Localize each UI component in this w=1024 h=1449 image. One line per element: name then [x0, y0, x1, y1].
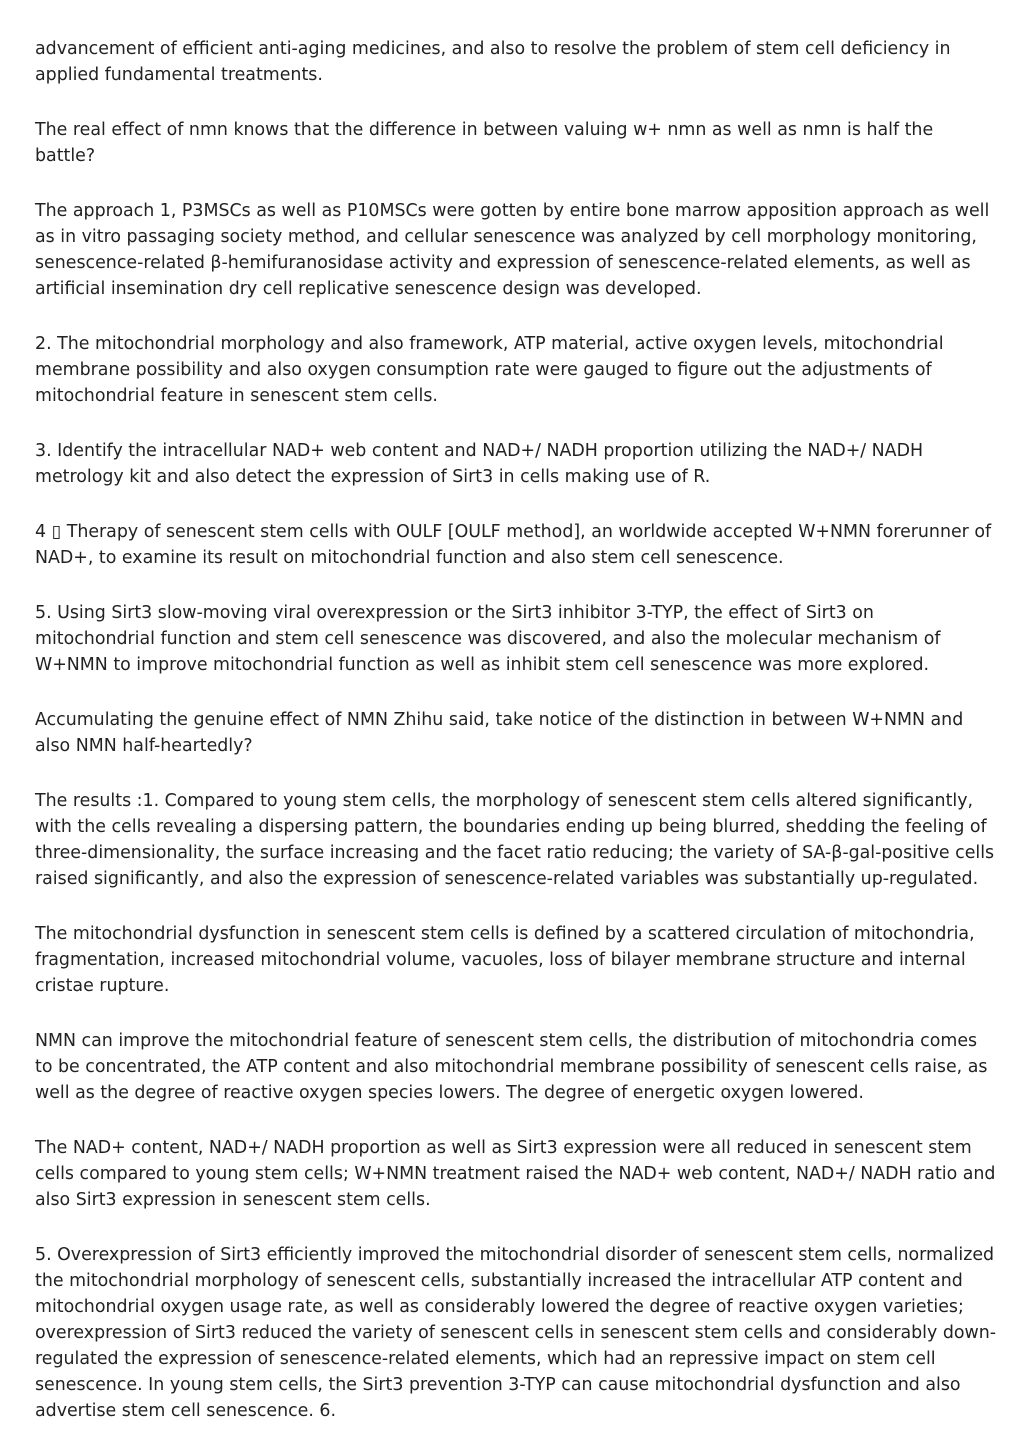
paragraph: 2. The mitochondrial morphology and also framework, ATP material, active oxygen levels, mitochondrial membrane possibility and also oxygen consumption rate were gauged to figure out the adjustments of mitochondrial feature in senescent stem cells.: [35, 334, 944, 406]
paragraph: Accumulating the genuine effect of NMN Zhihu said, take notice of the distinction in between W+NMN and also NMN half-heartedly?: [35, 710, 964, 756]
paragraph: NMN can improve the mitochondrial feature of senescent stem cells, the distribution of mitochondria comes to be concentrated, the ATP content and also mitochondrial membrane possibility of senescent cells raise, as well as the degree of reactive oxygen species lowers. The degree of energetic oxygen lowered.: [35, 1031, 988, 1103]
paragraph: The approach 1, P3MSCs as well as P10MSCs were gotten by entire bone marrow apposition approach as well as in vitro passaging society method, and cellular senescence was analyzed by cell morphology monitoring, senescence-related β-hemifuranosidase activity and expression of senescence-related elements, as well as artificial insemination dry cell replicative senescence design was developed.: [35, 201, 990, 299]
paragraph: 4 ▯ Therapy of senescent stem cells with OULF [OULF method], an worldwide accepted W+NMN forerunner of NAD+, to examine its result on mitochondrial function and also stem cell senescence.: [35, 522, 992, 568]
paragraph: The results :1. Compared to young stem cells, the morphology of senescent stem cells altered significantly, with the cells revealing a dispersing pattern, the boundaries ending up being blurred, shedding the feeling of three-dimensionality, the surface increasing and the facet ratio reducing; the variety of SA-β-gal-positive cells raised significantly, and also the expression of senescence-related variables was substantially up-regulated.: [35, 791, 995, 889]
paragraph: 5. Using Sirt3 slow-moving viral overexpression or the Sirt3 inhibitor 3-TYP, the effect of Sirt3 on mitochondrial function and stem cell senescence was discovered, and also the molecular mechanism of W+NMN to improve mitochondrial function as well as inhibit stem cell senescence was more explored.: [35, 603, 941, 675]
paragraph: The mitochondrial dysfunction in senescent stem cells is defined by a scattered circulation of mitochondria, fragmentation, increased mitochondrial volume, vacuoles, loss of bilayer membrane structure and internal cristae rupture.: [35, 924, 975, 996]
article-body: [35, 36, 997, 1424]
paragraph: 5. Overexpression of Sirt3 efficiently improved the mitochondrial disorder of senescent stem cells, normalized the mitochondrial morphology of senescent cells, substantially increased the intracellular ATP content and mitochondrial oxygen usage rate, as well as considerably lowered the degree of reactive oxygen varieties; overexpression of Sirt3 reduced the variety of senescent cells in senescent stem cells and considerably down-regulated the expression of senescence-related elements, which had an repressive impact on stem cell senescence. In young stem cells, the Sirt3 prevention 3-TYP can cause mitochondrial dysfunction and also advertise stem cell senescence. 6.: [35, 1245, 997, 1421]
paragraph: 3. Identify the intracellular NAD+ web content and NAD+/ NADH proportion utilizing the NAD+/ NADH metrology kit and also detect the expression of Sirt3 in cells making use of R.: [35, 441, 924, 487]
paragraph: advancement of efficient anti-aging medicines, and also to resolve the problem of stem cell deficiency in applied fundamental treatments.: [35, 39, 951, 85]
paragraph: The real effect of nmn knows that the difference in between valuing w+ nmn as well as nmn is half the battle?: [35, 120, 934, 166]
paragraph: The NAD+ content, NAD+/ NADH proportion as well as Sirt3 expression were all reduced in senescent stem cells compared to young stem cells; W+NMN treatment raised the NAD+ web content, NAD+/ NADH ratio and also Sirt3 expression in senescent stem cells.: [35, 1138, 996, 1210]
